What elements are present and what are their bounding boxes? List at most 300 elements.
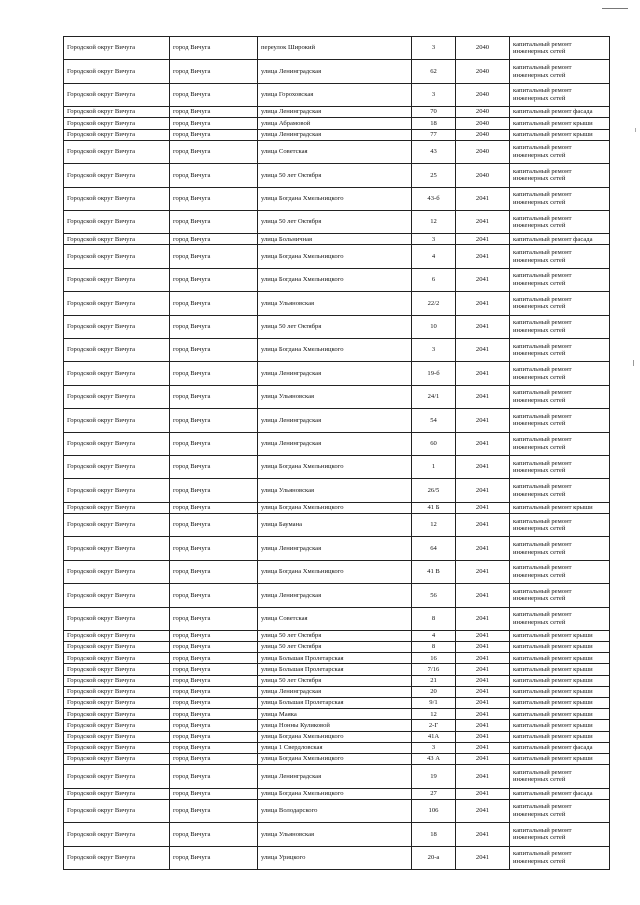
table-body bbox=[64, 37, 610, 870]
work-type-cell: капитальный ремонт фасада bbox=[510, 107, 610, 118]
city-cell: город Вичуга bbox=[170, 630, 258, 641]
table-row bbox=[64, 268, 610, 291]
house-number-cell: 21 bbox=[412, 675, 456, 686]
street-cell: улица Ленинградская bbox=[258, 432, 412, 455]
year-cell: 2040 bbox=[456, 37, 510, 60]
house-number-cell: 18 bbox=[412, 118, 456, 129]
work-type-cell: капитальный ремонт инженерных сетей bbox=[510, 339, 610, 362]
year-cell: 2041 bbox=[456, 823, 510, 846]
work-type-cell: капитальный ремонт инженерных сетей bbox=[510, 187, 610, 210]
city-cell: город Вичуга bbox=[170, 823, 258, 846]
year-cell: 2041 bbox=[456, 537, 510, 560]
city-cell: город Вичуга bbox=[170, 129, 258, 140]
district-cell: Городской округ Вичуга bbox=[64, 765, 170, 788]
district-cell: Городской округ Вичуга bbox=[64, 432, 170, 455]
table-row bbox=[64, 315, 610, 338]
year-cell: 2041 bbox=[456, 788, 510, 799]
house-number-cell: 70 bbox=[412, 107, 456, 118]
street-cell: улица Богдана Хмельницкого bbox=[258, 268, 412, 291]
work-type-cell: капитальный ремонт инженерных сетей bbox=[510, 765, 610, 788]
work-type-cell: капитальный ремонт инженерных сетей bbox=[510, 268, 610, 291]
table-row bbox=[64, 409, 610, 432]
house-number-cell: 4 bbox=[412, 630, 456, 641]
year-cell: 2041 bbox=[456, 456, 510, 479]
street-cell: улица Ленинградская bbox=[258, 537, 412, 560]
work-type-cell: капитальный ремонт инженерных сетей bbox=[510, 60, 610, 83]
city-cell: город Вичуга bbox=[170, 164, 258, 187]
district-cell: Городской округ Вичуга bbox=[64, 537, 170, 560]
table-row bbox=[64, 823, 610, 846]
district-cell: Городской округ Вичуга bbox=[64, 187, 170, 210]
district-cell: Городской округ Вичуга bbox=[64, 560, 170, 583]
district-cell: Городской округ Вичуга bbox=[64, 675, 170, 686]
city-cell: город Вичуга bbox=[170, 432, 258, 455]
city-cell: город Вичуга bbox=[170, 653, 258, 664]
street-cell: улица Богдана Хмельницкого bbox=[258, 560, 412, 583]
work-type-cell: капитальный ремонт крыши bbox=[510, 642, 610, 653]
city-cell: город Вичуга bbox=[170, 753, 258, 764]
house-number-cell: 20 bbox=[412, 686, 456, 697]
house-number-cell: 3 bbox=[412, 742, 456, 753]
table-row bbox=[64, 731, 610, 742]
house-number-cell: 27 bbox=[412, 788, 456, 799]
street-cell: улица Ленинградская bbox=[258, 362, 412, 385]
street-cell: улица Советская bbox=[258, 607, 412, 630]
table-row bbox=[64, 164, 610, 187]
house-number-cell: 12 bbox=[412, 709, 456, 720]
house-number-cell: 18 bbox=[412, 823, 456, 846]
district-cell: Городской округ Вичуга bbox=[64, 823, 170, 846]
table-row bbox=[64, 385, 610, 408]
table-row bbox=[64, 456, 610, 479]
table-row bbox=[64, 664, 610, 675]
district-cell: Городской округ Вичуга bbox=[64, 83, 170, 106]
house-number-cell: 22/2 bbox=[412, 292, 456, 315]
table-row bbox=[64, 765, 610, 788]
street-cell: улица Ленинградская bbox=[258, 409, 412, 432]
year-cell: 2041 bbox=[456, 753, 510, 764]
work-type-cell: капитальный ремонт инженерных сетей bbox=[510, 140, 610, 163]
city-cell: город Вичуга bbox=[170, 210, 258, 233]
year-cell: 2041 bbox=[456, 584, 510, 607]
district-cell: Городской округ Вичуга bbox=[64, 234, 170, 245]
street-cell: улица 1 Свердловская bbox=[258, 742, 412, 753]
street-cell: улица Ульяновская bbox=[258, 385, 412, 408]
house-number-cell: 41 Б bbox=[412, 502, 456, 513]
house-number-cell: 3 bbox=[412, 37, 456, 60]
house-number-cell: 56 bbox=[412, 584, 456, 607]
city-cell: город Вичуга bbox=[170, 846, 258, 869]
district-cell: Городской округ Вичуга bbox=[64, 479, 170, 502]
work-type-cell: капитальный ремонт крыши bbox=[510, 664, 610, 675]
city-cell: город Вичуга bbox=[170, 268, 258, 291]
street-cell: улица Баумана bbox=[258, 513, 412, 536]
table-row bbox=[64, 140, 610, 163]
year-cell: 2041 bbox=[456, 653, 510, 664]
street-cell: улица Богдана Хмельницкого bbox=[258, 753, 412, 764]
street-cell: улица Больничная bbox=[258, 234, 412, 245]
street-cell: улица Ульяновская bbox=[258, 292, 412, 315]
district-cell: Городской округ Вичуга bbox=[64, 753, 170, 764]
city-cell: город Вичуга bbox=[170, 362, 258, 385]
year-cell: 2041 bbox=[456, 675, 510, 686]
city-cell: город Вичуга bbox=[170, 339, 258, 362]
house-number-cell: 41А bbox=[412, 731, 456, 742]
work-type-cell: капитальный ремонт инженерных сетей bbox=[510, 846, 610, 869]
table-row bbox=[64, 630, 610, 641]
city-cell: город Вичуга bbox=[170, 537, 258, 560]
city-cell: город Вичуга bbox=[170, 584, 258, 607]
table-row bbox=[64, 642, 610, 653]
district-cell: Городской округ Вичуга bbox=[64, 846, 170, 869]
city-cell: город Вичуга bbox=[170, 799, 258, 822]
district-cell: Городской округ Вичуга bbox=[64, 37, 170, 60]
street-cell: улица Богдана Хмельницкого bbox=[258, 456, 412, 479]
table-row bbox=[64, 537, 610, 560]
table-row bbox=[64, 83, 610, 106]
street-cell: улица Большая Пролетарская bbox=[258, 698, 412, 709]
house-number-cell: 64 bbox=[412, 537, 456, 560]
street-cell: улица Ленинградская bbox=[258, 686, 412, 697]
year-cell: 2040 bbox=[456, 118, 510, 129]
city-cell: город Вичуга bbox=[170, 234, 258, 245]
table-row bbox=[64, 129, 610, 140]
street-cell: улица Богдана Хмельницкого bbox=[258, 502, 412, 513]
street-cell: улица 50 лет Октября bbox=[258, 642, 412, 653]
table-row bbox=[64, 234, 610, 245]
year-cell: 2040 bbox=[456, 60, 510, 83]
table-row bbox=[64, 607, 610, 630]
house-number-cell: 43-б bbox=[412, 187, 456, 210]
work-type-cell: капитальный ремонт крыши bbox=[510, 118, 610, 129]
city-cell: город Вичуга bbox=[170, 698, 258, 709]
district-cell: Городской округ Вичуга bbox=[64, 118, 170, 129]
table-row bbox=[64, 788, 610, 799]
street-cell: улица Богдана Хмельницкого bbox=[258, 339, 412, 362]
year-cell: 2041 bbox=[456, 339, 510, 362]
house-number-cell: 3 bbox=[412, 339, 456, 362]
district-cell: Городской округ Вичуга bbox=[64, 339, 170, 362]
district-cell: Городской округ Вичуга bbox=[64, 292, 170, 315]
table-row bbox=[64, 479, 610, 502]
city-cell: город Вичуга bbox=[170, 664, 258, 675]
scan-artifact-dot bbox=[633, 360, 634, 366]
city-cell: город Вичуга bbox=[170, 107, 258, 118]
table-row bbox=[64, 584, 610, 607]
year-cell: 2040 bbox=[456, 140, 510, 163]
street-cell: улица 50 лет Октября bbox=[258, 210, 412, 233]
year-cell: 2041 bbox=[456, 315, 510, 338]
work-type-cell: капитальный ремонт фасада bbox=[510, 742, 610, 753]
street-cell: улица 50 лет Октября bbox=[258, 630, 412, 641]
street-cell: улица Нонны Куликовой bbox=[258, 720, 412, 731]
house-number-cell: 6 bbox=[412, 268, 456, 291]
city-cell: город Вичуга bbox=[170, 765, 258, 788]
year-cell: 2041 bbox=[456, 686, 510, 697]
house-number-cell: 8 bbox=[412, 607, 456, 630]
house-number-cell: 43 А bbox=[412, 753, 456, 764]
capital-repair-table bbox=[63, 36, 610, 870]
year-cell: 2040 bbox=[456, 107, 510, 118]
house-number-cell: 12 bbox=[412, 513, 456, 536]
year-cell: 2041 bbox=[456, 479, 510, 502]
year-cell: 2041 bbox=[456, 409, 510, 432]
year-cell: 2041 bbox=[456, 765, 510, 788]
table-row bbox=[64, 675, 610, 686]
house-number-cell: 8 bbox=[412, 642, 456, 653]
table-row bbox=[64, 799, 610, 822]
house-number-cell: 16 bbox=[412, 653, 456, 664]
street-cell: улица Ульяновская bbox=[258, 823, 412, 846]
district-cell: Городской округ Вичуга bbox=[64, 210, 170, 233]
table-row bbox=[64, 686, 610, 697]
house-number-cell: 41 В bbox=[412, 560, 456, 583]
house-number-cell: 2-Г bbox=[412, 720, 456, 731]
house-number-cell: 19-б bbox=[412, 362, 456, 385]
work-type-cell: капитальный ремонт крыши bbox=[510, 709, 610, 720]
work-type-cell: капитальный ремонт инженерных сетей bbox=[510, 537, 610, 560]
work-type-cell: капитальный ремонт крыши bbox=[510, 502, 610, 513]
city-cell: город Вичуга bbox=[170, 788, 258, 799]
district-cell: Городской округ Вичуга bbox=[64, 630, 170, 641]
house-number-cell: 3 bbox=[412, 234, 456, 245]
city-cell: город Вичуга bbox=[170, 245, 258, 268]
street-cell: улица Гороховская bbox=[258, 83, 412, 106]
city-cell: город Вичуга bbox=[170, 720, 258, 731]
year-cell: 2041 bbox=[456, 642, 510, 653]
work-type-cell: капитальный ремонт крыши bbox=[510, 731, 610, 742]
work-type-cell: капитальный ремонт крыши bbox=[510, 129, 610, 140]
city-cell: город Вичуга bbox=[170, 675, 258, 686]
district-cell: Городской округ Вичуга bbox=[64, 584, 170, 607]
year-cell: 2041 bbox=[456, 385, 510, 408]
street-cell: улица Большая Пролетарская bbox=[258, 664, 412, 675]
district-cell: Городской округ Вичуга bbox=[64, 742, 170, 753]
year-cell: 2041 bbox=[456, 731, 510, 742]
house-number-cell: 1 bbox=[412, 456, 456, 479]
house-number-cell: 10 bbox=[412, 315, 456, 338]
year-cell: 2041 bbox=[456, 245, 510, 268]
table-row bbox=[64, 187, 610, 210]
city-cell: город Вичуга bbox=[170, 709, 258, 720]
street-cell: улица Ленинградская bbox=[258, 107, 412, 118]
house-number-cell: 25 bbox=[412, 164, 456, 187]
city-cell: город Вичуга bbox=[170, 731, 258, 742]
work-type-cell: капитальный ремонт инженерных сетей bbox=[510, 456, 610, 479]
table-row bbox=[64, 60, 610, 83]
district-cell: Городской округ Вичуга bbox=[64, 513, 170, 536]
year-cell: 2040 bbox=[456, 83, 510, 106]
work-type-cell: капитальный ремонт инженерных сетей bbox=[510, 560, 610, 583]
district-cell: Городской округ Вичуга bbox=[64, 799, 170, 822]
district-cell: Городской округ Вичуга bbox=[64, 315, 170, 338]
house-number-cell: 4 bbox=[412, 245, 456, 268]
table-row bbox=[64, 292, 610, 315]
city-cell: город Вичуга bbox=[170, 83, 258, 106]
table-row bbox=[64, 107, 610, 118]
year-cell: 2041 bbox=[456, 513, 510, 536]
city-cell: город Вичуга bbox=[170, 140, 258, 163]
house-number-cell: 26/5 bbox=[412, 479, 456, 502]
table-row bbox=[64, 709, 610, 720]
year-cell: 2041 bbox=[456, 362, 510, 385]
table-row bbox=[64, 720, 610, 731]
house-number-cell: 60 bbox=[412, 432, 456, 455]
work-type-cell: капитальный ремонт инженерных сетей bbox=[510, 315, 610, 338]
year-cell: 2041 bbox=[456, 560, 510, 583]
district-cell: Городской округ Вичуга bbox=[64, 686, 170, 697]
street-cell: улица Советская bbox=[258, 140, 412, 163]
city-cell: город Вичуга bbox=[170, 60, 258, 83]
house-number-cell: 106 bbox=[412, 799, 456, 822]
work-type-cell: капитальный ремонт крыши bbox=[510, 753, 610, 764]
street-cell: переулок Широкий bbox=[258, 37, 412, 60]
house-number-cell: 54 bbox=[412, 409, 456, 432]
city-cell: город Вичуга bbox=[170, 607, 258, 630]
house-number-cell: 19 bbox=[412, 765, 456, 788]
table-row bbox=[64, 502, 610, 513]
district-cell: Городской округ Вичуга bbox=[64, 788, 170, 799]
work-type-cell: капитальный ремонт инженерных сетей bbox=[510, 584, 610, 607]
city-cell: город Вичуга bbox=[170, 315, 258, 338]
year-cell: 2041 bbox=[456, 268, 510, 291]
district-cell: Городской округ Вичуга bbox=[64, 385, 170, 408]
street-cell: улица Абрамовой bbox=[258, 118, 412, 129]
street-cell: улица 50 лет Октября bbox=[258, 675, 412, 686]
year-cell: 2041 bbox=[456, 187, 510, 210]
work-type-cell: капитальный ремонт инженерных сетей bbox=[510, 823, 610, 846]
street-cell: улица Ленинградская bbox=[258, 584, 412, 607]
table-row bbox=[64, 118, 610, 129]
work-type-cell: капитальный ремонт инженерных сетей bbox=[510, 607, 610, 630]
house-number-cell: 7/16 bbox=[412, 664, 456, 675]
street-cell: улица Богдана Хмельницкого bbox=[258, 731, 412, 742]
year-cell: 2041 bbox=[456, 210, 510, 233]
year-cell: 2041 bbox=[456, 607, 510, 630]
year-cell: 2041 bbox=[456, 742, 510, 753]
table-row bbox=[64, 753, 610, 764]
district-cell: Городской округ Вичуга bbox=[64, 502, 170, 513]
table-row bbox=[64, 560, 610, 583]
city-cell: город Вичуга bbox=[170, 642, 258, 653]
work-type-cell: капитальный ремонт крыши bbox=[510, 698, 610, 709]
district-cell: Городской округ Вичуга bbox=[64, 268, 170, 291]
city-cell: город Вичуга bbox=[170, 513, 258, 536]
work-type-cell: капитальный ремонт инженерных сетей bbox=[510, 385, 610, 408]
table-row bbox=[64, 339, 610, 362]
work-type-cell: капитальный ремонт крыши bbox=[510, 630, 610, 641]
city-cell: город Вичуга bbox=[170, 479, 258, 502]
year-cell: 2041 bbox=[456, 630, 510, 641]
district-cell: Городской округ Вичуга bbox=[64, 731, 170, 742]
scan-artifact-line bbox=[602, 8, 628, 9]
street-cell: улица Володарского bbox=[258, 799, 412, 822]
street-cell: улица Богдана Хмельницкого bbox=[258, 245, 412, 268]
table-row bbox=[64, 513, 610, 536]
street-cell: улица Ульяновская bbox=[258, 479, 412, 502]
city-cell: город Вичуга bbox=[170, 686, 258, 697]
work-type-cell: капитальный ремонт инженерных сетей bbox=[510, 799, 610, 822]
table-row bbox=[64, 245, 610, 268]
year-cell: 2041 bbox=[456, 698, 510, 709]
district-cell: Городской округ Вичуга bbox=[64, 409, 170, 432]
table-row bbox=[64, 698, 610, 709]
work-type-cell: капитальный ремонт инженерных сетей bbox=[510, 245, 610, 268]
house-number-cell: 62 bbox=[412, 60, 456, 83]
work-type-cell: капитальный ремонт инженерных сетей bbox=[510, 37, 610, 60]
work-type-cell: капитальный ремонт инженерных сетей bbox=[510, 210, 610, 233]
work-type-cell: капитальный ремонт инженерных сетей bbox=[510, 479, 610, 502]
city-cell: город Вичуга bbox=[170, 118, 258, 129]
table-row bbox=[64, 846, 610, 869]
table-row bbox=[64, 653, 610, 664]
work-type-cell: капитальный ремонт крыши bbox=[510, 720, 610, 731]
house-number-cell: 12 bbox=[412, 210, 456, 233]
year-cell: 2041 bbox=[456, 234, 510, 245]
house-number-cell: 20-а bbox=[412, 846, 456, 869]
work-type-cell: капитальный ремонт инженерных сетей bbox=[510, 362, 610, 385]
table-row bbox=[64, 362, 610, 385]
work-type-cell: капитальный ремонт инженерных сетей bbox=[510, 292, 610, 315]
city-cell: город Вичуга bbox=[170, 560, 258, 583]
year-cell: 2041 bbox=[456, 432, 510, 455]
year-cell: 2041 bbox=[456, 720, 510, 731]
year-cell: 2041 bbox=[456, 292, 510, 315]
street-cell: улица Урицкого bbox=[258, 846, 412, 869]
work-type-cell: капитальный ремонт инженерных сетей bbox=[510, 164, 610, 187]
year-cell: 2041 bbox=[456, 502, 510, 513]
district-cell: Городской округ Вичуга bbox=[64, 362, 170, 385]
street-cell: улица Маяка bbox=[258, 709, 412, 720]
year-cell: 2040 bbox=[456, 164, 510, 187]
district-cell: Городской округ Вичуга bbox=[64, 456, 170, 479]
district-cell: Городской округ Вичуга bbox=[64, 720, 170, 731]
city-cell: город Вичуга bbox=[170, 385, 258, 408]
work-type-cell: капитальный ремонт крыши bbox=[510, 653, 610, 664]
year-cell: 2041 bbox=[456, 846, 510, 869]
table-row bbox=[64, 37, 610, 60]
district-cell: Городской округ Вичуга bbox=[64, 698, 170, 709]
city-cell: город Вичуга bbox=[170, 456, 258, 479]
year-cell: 2041 bbox=[456, 709, 510, 720]
district-cell: Городской округ Вичуга bbox=[64, 164, 170, 187]
work-type-cell: капитальный ремонт крыши bbox=[510, 686, 610, 697]
year-cell: 2040 bbox=[456, 129, 510, 140]
work-type-cell: капитальный ремонт фасада bbox=[510, 788, 610, 799]
street-cell: улица Ленинградская bbox=[258, 60, 412, 83]
district-cell: Городской округ Вичуга bbox=[64, 642, 170, 653]
district-cell: Городской округ Вичуга bbox=[64, 653, 170, 664]
city-cell: город Вичуга bbox=[170, 502, 258, 513]
house-number-cell: 77 bbox=[412, 129, 456, 140]
city-cell: город Вичуга bbox=[170, 37, 258, 60]
city-cell: город Вичуга bbox=[170, 742, 258, 753]
work-type-cell: капитальный ремонт фасада bbox=[510, 234, 610, 245]
table-row bbox=[64, 432, 610, 455]
year-cell: 2041 bbox=[456, 799, 510, 822]
district-cell: Городской округ Вичуга bbox=[64, 607, 170, 630]
work-type-cell: капитальный ремонт крыши bbox=[510, 675, 610, 686]
district-cell: Городской округ Вичуга bbox=[64, 129, 170, 140]
house-number-cell: 24/1 bbox=[412, 385, 456, 408]
house-number-cell: 43 bbox=[412, 140, 456, 163]
district-cell: Городской округ Вичуга bbox=[64, 245, 170, 268]
street-cell: улица Богдана Хмельницкого bbox=[258, 788, 412, 799]
house-number-cell: 3 bbox=[412, 83, 456, 106]
year-cell: 2041 bbox=[456, 664, 510, 675]
city-cell: город Вичуга bbox=[170, 409, 258, 432]
work-type-cell: капитальный ремонт инженерных сетей bbox=[510, 513, 610, 536]
